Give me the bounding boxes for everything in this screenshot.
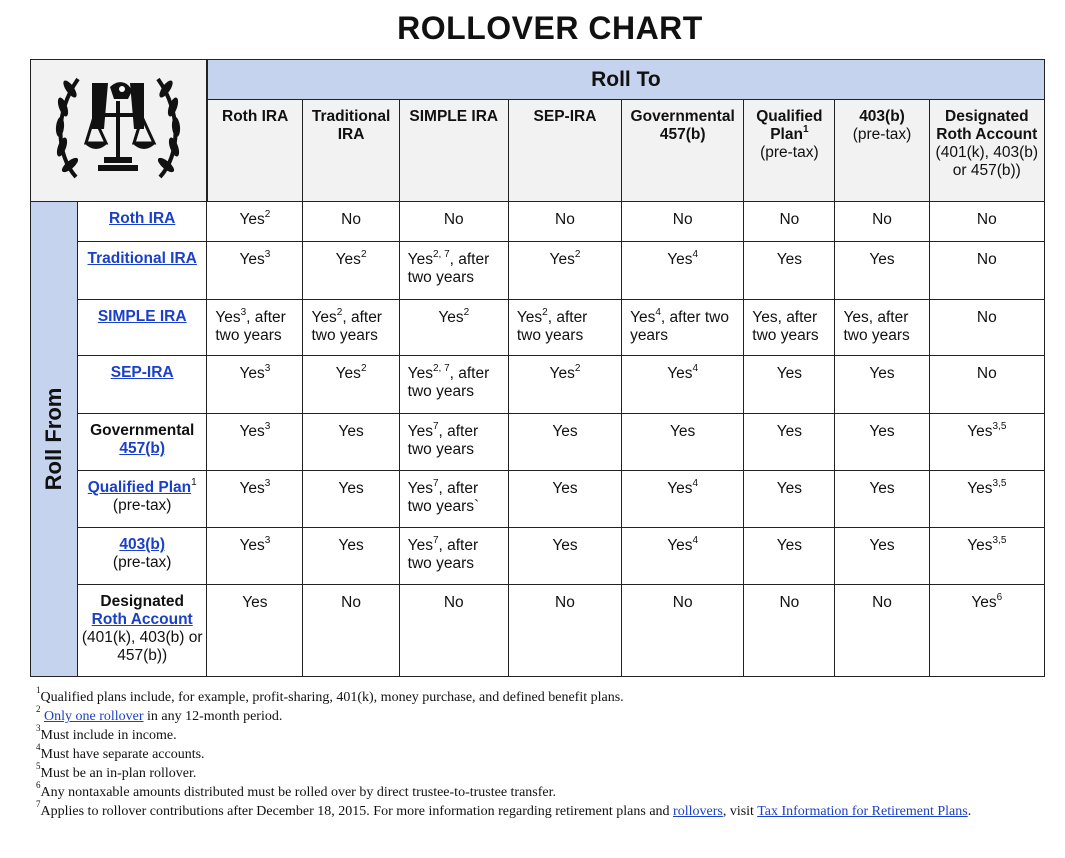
cell-condition: , after two years [630, 309, 729, 344]
table-cell [835, 242, 929, 300]
table-cell [399, 585, 508, 677]
logo-cell [31, 60, 207, 202]
table-cell [929, 471, 1044, 528]
column-sublabel: (pre-tax) [852, 126, 912, 143]
cell-value: Yes [971, 594, 997, 611]
table-cell [207, 356, 303, 414]
footnote-ref: 4 [692, 477, 699, 489]
column-header [207, 100, 303, 202]
table-cell [835, 585, 929, 677]
table-cell [207, 202, 303, 242]
table-cell [744, 300, 835, 356]
table-cell [835, 528, 929, 585]
cell-value: Yes [338, 537, 364, 554]
table-cell [929, 356, 1044, 414]
table-cell [303, 414, 399, 471]
row-header-prefix: Governmental [90, 422, 195, 439]
cell-value: Yes [667, 251, 693, 268]
footnote-text: Any nontaxable amounts distributed must be rolled over by direct trustee-to-trustee transfer. [40, 785, 557, 800]
footnote-ref: 4 [692, 248, 699, 260]
footnote-ref: 2 [360, 248, 367, 260]
footnote-number: 1 [36, 685, 41, 696]
row-header [78, 300, 207, 356]
row-header-prefix: Designated [100, 593, 184, 610]
cell-value: No [976, 211, 997, 228]
footnote-text: , visit [722, 804, 758, 819]
table-cell [207, 300, 303, 356]
table-row [31, 242, 1045, 300]
table-cell [303, 356, 399, 414]
cell-value: Yes [242, 594, 268, 611]
table-cell [929, 202, 1044, 242]
footnote-number: 4 [36, 742, 41, 753]
row-header-sublabel: (pre-tax) [112, 554, 172, 571]
footnote-ref: 2 [574, 362, 581, 374]
table-cell [744, 528, 835, 585]
cell-value: Yes [335, 251, 361, 268]
column-header [835, 100, 929, 202]
footnote-ref: 2, 7 [432, 362, 450, 374]
footnote-ref: 7 [432, 477, 439, 489]
cell-value: Yes [752, 309, 778, 326]
cell-value: Yes [239, 211, 265, 228]
footnote-ref: 3 [264, 248, 271, 260]
table-row [31, 585, 1045, 677]
row-header-link[interactable]: Qualified Plan [87, 479, 192, 496]
footnote-number: 3 [36, 723, 41, 734]
row-header [78, 356, 207, 414]
footnote-ref: 3 [264, 362, 271, 374]
table-cell [399, 202, 508, 242]
footnote-ref: 7 [432, 420, 439, 432]
cell-value: Yes [552, 537, 578, 554]
footnote-ref: 2 [463, 306, 470, 318]
cell-condition: , after two years [407, 537, 479, 572]
cell-value: No [976, 309, 997, 326]
column-label: Roth IRA [222, 108, 289, 125]
cell-value: No [976, 365, 997, 382]
cell-condition: , after two years [407, 365, 490, 400]
cell-value: Yes [407, 423, 433, 440]
footnote-number: 7 [36, 799, 41, 810]
row-header-sublabel: (401(k), 403(b) or 457(b)) [81, 629, 203, 664]
footnote-ref: 7 [432, 534, 439, 546]
table-cell [622, 202, 744, 242]
footnote-number: 2 [36, 704, 41, 715]
cell-value: Yes [311, 309, 337, 326]
row-header-link[interactable]: SEP-IRA [110, 364, 174, 381]
cell-value: Yes [776, 365, 802, 382]
table-cell [622, 242, 744, 300]
irs-eagle-logo-icon [48, 69, 188, 187]
cell-condition: , after two years [843, 309, 910, 344]
row-header [78, 585, 207, 677]
table-row [31, 471, 1045, 528]
row-header [78, 471, 207, 528]
table-cell [929, 300, 1044, 356]
cell-value: Yes [407, 365, 433, 382]
row-header-link[interactable]: Roth IRA [109, 210, 176, 227]
footnote-text: Must be an in-plan rollover. [40, 766, 197, 781]
table-cell [929, 585, 1044, 677]
table-cell [508, 202, 621, 242]
table-cell [929, 242, 1044, 300]
table-cell [508, 471, 621, 528]
footnote-ref: 1 [802, 123, 809, 135]
table-cell [622, 356, 744, 414]
table-cell [622, 471, 744, 528]
footnote-ref: 2, 7 [432, 248, 450, 260]
footnote-number: 5 [36, 761, 41, 772]
cell-value: Yes [215, 309, 241, 326]
cell-value: Yes [776, 251, 802, 268]
roll-from-header [31, 202, 78, 677]
table-cell [929, 528, 1044, 585]
table-cell [622, 528, 744, 585]
cell-value: Yes [667, 480, 693, 497]
column-header [929, 100, 1044, 202]
cell-condition: , after two years [215, 309, 286, 344]
column-label: Qualified Plan [756, 108, 823, 143]
cell-value: Yes [670, 423, 696, 440]
footnote-ref: 6 [996, 591, 1003, 603]
rollover-table [30, 59, 1045, 677]
table-cell [508, 414, 621, 471]
cell-value: No [779, 594, 800, 611]
footnote-ref: 3,5 [992, 477, 1007, 489]
column-header [508, 100, 621, 202]
column-header [744, 100, 835, 202]
table-cell [744, 585, 835, 677]
footnote-ref: 3 [264, 420, 271, 432]
table-cell [622, 300, 744, 356]
cell-value: Yes [776, 423, 802, 440]
cell-value: Yes [239, 480, 265, 497]
table-cell [207, 585, 303, 677]
footnote-link[interactable]: Only one rollover [44, 709, 144, 724]
cell-value: Yes [338, 423, 364, 440]
row-header-link[interactable]: 457(b) [119, 440, 166, 457]
row-header [78, 202, 207, 242]
table-cell [835, 300, 929, 356]
cell-value: Yes [869, 480, 895, 497]
footnote-ref: 2 [542, 306, 548, 318]
table-cell [622, 414, 744, 471]
table-cell [835, 202, 929, 242]
roll-from-label: Roll From [41, 387, 67, 491]
table-cell [744, 356, 835, 414]
table-cell [929, 414, 1044, 471]
table-cell [303, 242, 399, 300]
table-cell [303, 202, 399, 242]
table-cell [508, 300, 621, 356]
cell-value: No [555, 211, 575, 228]
footnote [36, 723, 1026, 745]
cell-value: No [672, 594, 693, 611]
cell-value: Yes [549, 251, 575, 268]
table-cell [399, 300, 508, 356]
footnote-ref: 4 [692, 362, 699, 374]
cell-value: Yes [438, 309, 464, 326]
footnote-ref: 3 [264, 477, 271, 489]
cell-value: Yes [239, 365, 265, 382]
column-header [622, 100, 744, 202]
column-header [303, 100, 399, 202]
table-cell [508, 528, 621, 585]
table-cell [622, 585, 744, 677]
cell-value: No [341, 594, 361, 611]
cell-value: Yes [552, 423, 578, 440]
table-cell [207, 414, 303, 471]
cell-condition: , after two years [311, 309, 382, 344]
footnote-link[interactable]: rollovers [673, 804, 723, 819]
cell-value: Yes [239, 537, 265, 554]
row-header-link[interactable]: 403(b) [119, 536, 166, 553]
cell-value: No [341, 211, 361, 228]
table-cell [835, 471, 929, 528]
cell-value: Yes [407, 251, 433, 268]
column-label: SEP-IRA [533, 108, 597, 125]
table-cell [399, 242, 508, 300]
footnote-ref: 1 [191, 476, 197, 488]
footnotes [36, 685, 1026, 821]
table-row [31, 300, 1045, 356]
cell-value: Yes [967, 423, 993, 440]
row-header [78, 414, 207, 471]
cell-value: Yes [967, 537, 993, 554]
footnote-number: 6 [36, 780, 41, 791]
table-cell [744, 471, 835, 528]
footnote-ref: 2 [574, 248, 581, 260]
cell-value: No [779, 211, 800, 228]
page-title: ROLLOVER CHART [397, 10, 703, 46]
footnote-text: Must include in income. [40, 728, 177, 743]
table-row [31, 202, 1045, 242]
cell-value: Yes [869, 423, 895, 440]
cell-value: Yes [967, 480, 993, 497]
footnote-ref: 3 [264, 534, 271, 546]
table-cell [744, 414, 835, 471]
footnote-link[interactable]: Tax Information for Retirement Plans [757, 804, 968, 819]
table-cell [207, 528, 303, 585]
table-cell [399, 528, 508, 585]
table-cell [508, 242, 621, 300]
cell-value: Yes [843, 309, 869, 326]
table-cell [207, 242, 303, 300]
cell-value: No [672, 211, 693, 228]
cell-value: Yes [630, 309, 656, 326]
column-sublabel: (pre-tax) [760, 144, 819, 161]
footnote-ref: 2 [264, 208, 271, 220]
cell-value: Yes [667, 537, 693, 554]
table-cell [303, 585, 399, 677]
footnote [36, 761, 1026, 783]
column-label: SIMPLE IRA [409, 108, 499, 125]
column-header [399, 100, 508, 202]
roll-to-header: Roll To [207, 60, 1045, 100]
column-label: Traditional IRA [311, 108, 391, 143]
table-cell [744, 202, 835, 242]
footnote-ref: 4 [692, 534, 699, 546]
cell-value: Yes [869, 365, 895, 382]
table-cell [835, 356, 929, 414]
cell-condition: , after two years [752, 309, 819, 344]
footnote-ref: 3,5 [992, 420, 1007, 432]
footnote-ref: 3 [240, 306, 247, 318]
cell-condition: , after two years [407, 423, 479, 458]
column-label: 403(b) [859, 108, 905, 125]
footnote [36, 704, 1026, 726]
footnote-text: in any 12-month period. [143, 709, 283, 724]
cell-value: Yes [869, 251, 895, 268]
footnote-ref: 4 [655, 306, 661, 318]
cell-value: Yes [239, 251, 265, 268]
table-cell [303, 300, 399, 356]
footnote [36, 780, 1026, 802]
table-row [31, 356, 1045, 414]
cell-value: No [872, 594, 892, 611]
footnote-ref: 2 [336, 306, 343, 318]
cell-value: Yes [407, 480, 433, 497]
footnote-text: Must have separate accounts. [40, 747, 205, 762]
cell-value: Yes [549, 365, 575, 382]
cell-value: Yes [776, 480, 802, 497]
footnote [36, 685, 1026, 707]
table-cell [207, 471, 303, 528]
table-cell [508, 585, 621, 677]
column-label: Governmental 457(b) [630, 108, 735, 143]
table-cell [399, 471, 508, 528]
table-cell [399, 356, 508, 414]
table-cell [508, 356, 621, 414]
table-cell [303, 471, 399, 528]
table-cell [744, 242, 835, 300]
cell-value: Yes [667, 365, 693, 382]
cell-value: Yes [776, 537, 802, 554]
row-header [78, 528, 207, 585]
cell-value: Yes [869, 537, 895, 554]
footnote-text: Qualified plans include, for example, profit-sharing, 401(k), money purchase, and defined benefit plans. [40, 690, 624, 705]
column-label: Designated Roth Account [936, 108, 1038, 143]
footnote-text: . [967, 804, 972, 819]
cell-value: No [872, 211, 892, 228]
cell-value: Yes [516, 309, 543, 326]
footnote-ref: 3,5 [992, 534, 1007, 546]
footnote-text: Applies to rollover contributions after December 18, 2015. For more information regarding retirement plans and [40, 804, 674, 819]
table-row [31, 414, 1045, 471]
cell-value: Yes [239, 423, 265, 440]
cell-value: Yes [338, 480, 364, 497]
cell-value: Yes [407, 537, 433, 554]
cell-value: Yes [552, 480, 578, 497]
cell-value: No [443, 211, 464, 228]
table-cell [399, 414, 508, 471]
cell-condition: , after two years [516, 309, 588, 344]
footnote [36, 799, 1026, 821]
row-header-link[interactable]: SIMPLE IRA [97, 308, 187, 325]
row-header-link[interactable]: Traditional IRA [87, 250, 197, 267]
table-row [31, 528, 1045, 585]
cell-condition: , after two years [407, 251, 490, 286]
column-sublabel: (401(k), 403(b) or 457(b)) [935, 144, 1039, 179]
row-header-sublabel: (pre-tax) [112, 497, 172, 514]
cell-value: No [555, 594, 575, 611]
cell-value: No [976, 251, 997, 268]
cell-condition: , after two years` [407, 480, 480, 515]
table-cell [303, 528, 399, 585]
row-header [78, 242, 207, 300]
table-cell [835, 414, 929, 471]
cell-value: No [443, 594, 464, 611]
footnote-ref: 2 [360, 362, 367, 374]
row-header-link[interactable]: Roth Account [91, 611, 193, 628]
footnote [36, 742, 1026, 764]
cell-value: Yes [335, 365, 361, 382]
